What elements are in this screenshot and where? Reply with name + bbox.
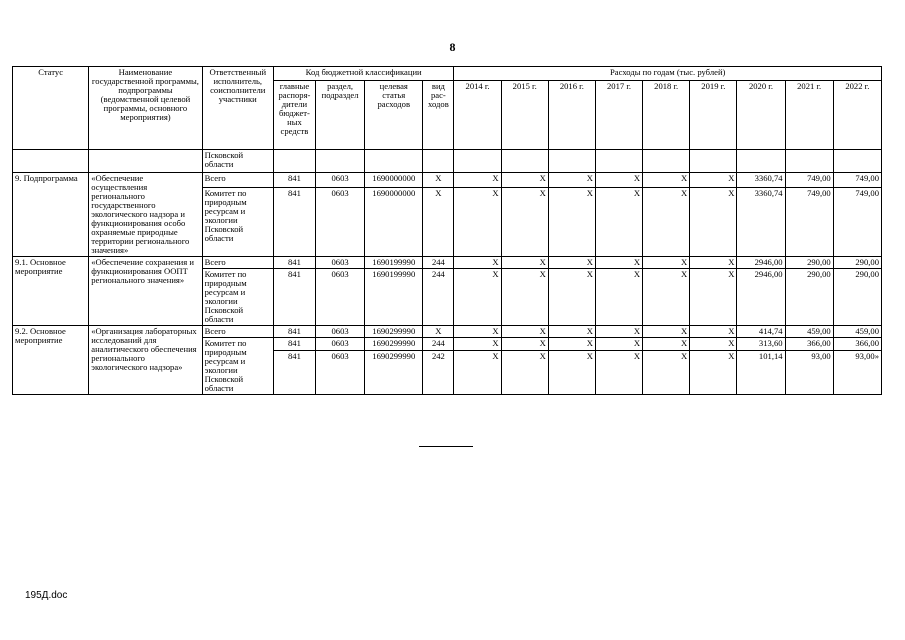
value-cell: X bbox=[501, 173, 548, 188]
section-cell: 0603 bbox=[316, 338, 365, 351]
value-cell: X bbox=[595, 173, 642, 188]
section-cell: 0603 bbox=[316, 351, 365, 395]
file-name: 195Д.doc bbox=[25, 590, 68, 601]
header-year: 2021 г. bbox=[785, 81, 833, 150]
continued-responsible: Псковской области bbox=[202, 150, 273, 173]
value-cell: X bbox=[643, 326, 690, 338]
value-cell: X bbox=[643, 187, 690, 257]
status-cell: 9.2. Основное мероприятие bbox=[13, 326, 89, 395]
responsible-cell: Комитет по природным ресурсам и экологии Псковской области bbox=[202, 338, 273, 395]
value-cell: X bbox=[548, 351, 595, 395]
budget-table bbox=[12, 66, 882, 395]
table-cell bbox=[833, 150, 881, 173]
header-budget-code: Код бюджетной классификации bbox=[273, 67, 454, 81]
type-cell: 244 bbox=[423, 338, 454, 351]
value-cell: X bbox=[454, 269, 501, 326]
target-cell: 1690299990 bbox=[365, 351, 423, 395]
header-year: 2017 г. bbox=[595, 81, 642, 150]
value-cell: 2946,00 bbox=[737, 257, 785, 269]
value-cell: X bbox=[595, 257, 642, 269]
value-cell: 749,00 bbox=[833, 173, 881, 188]
value-cell: 290,00 bbox=[833, 269, 881, 326]
manager-cell: 841 bbox=[273, 351, 315, 395]
responsible-cell: Всего bbox=[202, 257, 273, 269]
value-cell: X bbox=[454, 187, 501, 257]
value-cell: X bbox=[454, 351, 501, 395]
table-cell bbox=[737, 150, 785, 173]
value-cell: X bbox=[595, 269, 642, 326]
type-cell: 242 bbox=[423, 351, 454, 395]
type-cell: X bbox=[423, 326, 454, 338]
value-cell: X bbox=[454, 257, 501, 269]
value-cell: 459,00 bbox=[833, 326, 881, 338]
name-cell: «Обеспечение осуществления регионального государственного экологического надзора и функционирования особо охраняемые природные территории регионального значения» bbox=[89, 173, 202, 257]
target-cell: 1690299990 bbox=[365, 326, 423, 338]
section-cell: 0603 bbox=[316, 173, 365, 188]
value-cell: X bbox=[690, 326, 737, 338]
target-cell: 1690199990 bbox=[365, 257, 423, 269]
value-cell: 749,00 bbox=[785, 187, 833, 257]
value-cell: X bbox=[501, 187, 548, 257]
manager-cell: 841 bbox=[273, 326, 315, 338]
value-cell: X bbox=[501, 257, 548, 269]
value-cell: X bbox=[643, 269, 690, 326]
value-cell: X bbox=[501, 351, 548, 395]
section-cell: 0603 bbox=[316, 257, 365, 269]
value-cell: X bbox=[595, 326, 642, 338]
value-cell: X bbox=[454, 326, 501, 338]
value-cell: X bbox=[643, 173, 690, 188]
value-cell: X bbox=[690, 187, 737, 257]
manager-cell: 841 bbox=[273, 269, 315, 326]
table-cell bbox=[316, 150, 365, 173]
header-expenses: Расходы по годам (тыс. рублей) bbox=[454, 67, 882, 81]
value-cell: 2946,00 bbox=[737, 269, 785, 326]
table-cell bbox=[785, 150, 833, 173]
value-cell: X bbox=[501, 326, 548, 338]
value-cell: 3360,74 bbox=[737, 173, 785, 188]
name-cell: «Обеспечение сохранения и функционирования ООПТ регионального значения» bbox=[89, 257, 202, 326]
section-cell: 0603 bbox=[316, 187, 365, 257]
value-cell: X bbox=[548, 173, 595, 188]
section-cell: 0603 bbox=[316, 326, 365, 338]
table-cell bbox=[365, 150, 423, 173]
value-cell: 414,74 bbox=[737, 326, 785, 338]
value-cell: X bbox=[548, 257, 595, 269]
header-expense-type: вид рас-ходов bbox=[423, 81, 454, 150]
manager-cell: 841 bbox=[273, 173, 315, 188]
header-year: 2016 г. bbox=[548, 81, 595, 150]
value-cell: 290,00 bbox=[833, 257, 881, 269]
header-year: 2014 г. bbox=[454, 81, 501, 150]
manager-cell: 841 bbox=[273, 338, 315, 351]
header-year: 2022 г. bbox=[833, 81, 881, 150]
target-cell: 1690199990 bbox=[365, 269, 423, 326]
target-cell: 1690000000 bbox=[365, 187, 423, 257]
table-cell bbox=[595, 150, 642, 173]
table-cell bbox=[13, 150, 89, 173]
value-cell: 101,14 bbox=[737, 351, 785, 395]
value-cell: 459,00 bbox=[785, 326, 833, 338]
table-cell bbox=[501, 150, 548, 173]
value-cell: 93,00 bbox=[785, 351, 833, 395]
section-cell: 0603 bbox=[316, 269, 365, 326]
value-cell: X bbox=[690, 351, 737, 395]
value-cell: 290,00 bbox=[785, 257, 833, 269]
table-row bbox=[13, 326, 882, 338]
value-cell: X bbox=[595, 338, 642, 351]
header-section: раздел, подраздел bbox=[316, 81, 365, 150]
table-row bbox=[13, 173, 882, 188]
table-cell bbox=[643, 150, 690, 173]
value-cell: X bbox=[643, 338, 690, 351]
header-name: Наименование государственной программы, подпрограммы (ведомственной целевой программы, основного мероприятия) bbox=[89, 67, 202, 150]
header-year: 2015 г. bbox=[501, 81, 548, 150]
header-status: Статус bbox=[13, 67, 89, 150]
value-cell: X bbox=[690, 338, 737, 351]
value-cell: 749,00 bbox=[833, 187, 881, 257]
value-cell: X bbox=[643, 351, 690, 395]
responsible-cell: Комитет по природным ресурсам и экологии Псковской области bbox=[202, 269, 273, 326]
type-cell: 244 bbox=[423, 269, 454, 326]
value-cell: X bbox=[690, 257, 737, 269]
value-cell: X bbox=[501, 269, 548, 326]
table-cell bbox=[454, 150, 501, 173]
table-cell bbox=[548, 150, 595, 173]
table-cell bbox=[690, 150, 737, 173]
responsible-cell: Всего bbox=[202, 173, 273, 188]
manager-cell: 841 bbox=[273, 257, 315, 269]
type-cell: X bbox=[423, 187, 454, 257]
value-cell: 290,00 bbox=[785, 269, 833, 326]
value-cell: 313,60 bbox=[737, 338, 785, 351]
table-row bbox=[13, 257, 882, 269]
value-cell: X bbox=[690, 173, 737, 188]
value-cell: 749,00 bbox=[785, 173, 833, 188]
footer-divider bbox=[419, 446, 473, 447]
value-cell: X bbox=[643, 257, 690, 269]
value-cell: X bbox=[595, 187, 642, 257]
value-cell: X bbox=[454, 173, 501, 188]
name-cell: «Организация лабораторных исследований для аналитического обеспечения регионального экологического надзора» bbox=[89, 326, 202, 395]
table-cell bbox=[273, 150, 315, 173]
header-target-item: целевая статья расходов bbox=[365, 81, 423, 150]
table-cell bbox=[89, 150, 202, 173]
value-cell: X bbox=[690, 269, 737, 326]
value-cell: X bbox=[548, 269, 595, 326]
value-cell: X bbox=[548, 326, 595, 338]
table-cell bbox=[423, 150, 454, 173]
value-cell: X bbox=[454, 338, 501, 351]
header-row-1 bbox=[13, 67, 882, 81]
header-responsible: Ответственный исполнитель, соисполнители участники bbox=[202, 67, 273, 150]
header-year: 2020 г. bbox=[737, 81, 785, 150]
value-cell: 93,00» bbox=[833, 351, 881, 395]
header-year: 2019 г. bbox=[690, 81, 737, 150]
type-cell: X bbox=[423, 173, 454, 188]
value-cell: X bbox=[595, 351, 642, 395]
status-cell: 9.1. Основное мероприятие bbox=[13, 257, 89, 326]
target-cell: 1690000000 bbox=[365, 173, 423, 188]
responsible-cell: Всего bbox=[202, 326, 273, 338]
value-cell: X bbox=[548, 187, 595, 257]
value-cell: X bbox=[548, 338, 595, 351]
value-cell: X bbox=[501, 338, 548, 351]
value-cell: 3360,74 bbox=[737, 187, 785, 257]
type-cell: 244 bbox=[423, 257, 454, 269]
responsible-cell: Комитет по природным ресурсам и экологии Псковской области bbox=[202, 187, 273, 257]
value-cell: 366,00 bbox=[785, 338, 833, 351]
header-year: 2018 г. bbox=[643, 81, 690, 150]
table-row bbox=[13, 150, 882, 173]
value-cell: 366,00 bbox=[833, 338, 881, 351]
manager-cell: 841 bbox=[273, 187, 315, 257]
status-cell: 9. Подпрограмма bbox=[13, 173, 89, 257]
page-number: 8 bbox=[449, 40, 456, 54]
target-cell: 1690299990 bbox=[365, 338, 423, 351]
header-main-manager: главные распоря-дители бюджет-ных средств bbox=[273, 81, 315, 150]
